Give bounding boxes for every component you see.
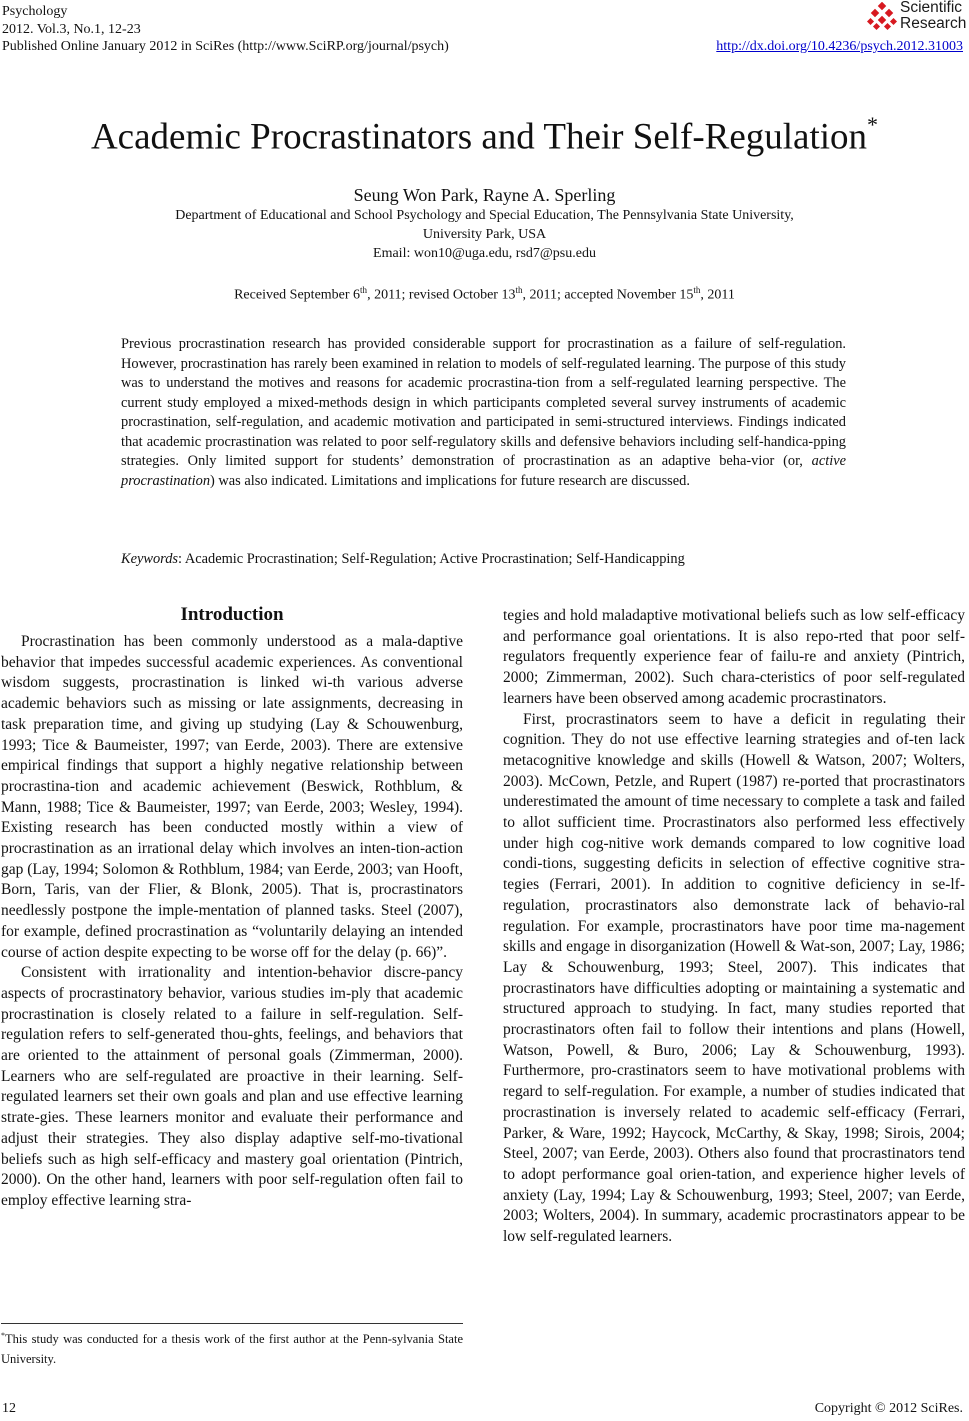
authors: Seung Won Park, Rayne A. Sperling: [353, 185, 616, 205]
doi-link[interactable]: http://dx.doi.org/10.4236/psych.2012.31003: [716, 39, 963, 54]
submission-dates: Received September 6th, 2011; revised October 13th, 2011; accepted November 15th, 2011: [234, 285, 735, 303]
abstract: Previous procrastination research has provided considerable support for procrastination as a failure of self-regulation. However, procrastination has rarely been examined in relation to models of self-regulated learning. The purpose of this study was to understand the motives and reasons for academic procrastina-tion from a self-regulated learning perspective. The current study employed a mixed-methods design in which participants completed several survey instruments of academic procrastination, self-regulation, and academic motivation and participated in semi-structured interviews. Findings indicated that academic procrastination was related to poor self-regulatory skills and defensive behaviors including self-handica-pping strategies. Only limited support for students’ demonstration of procrastination as an adaptive beha-vior (or, active procrastination) was also indicated. Limitations and implications for future research are discussed.: [121, 336, 846, 489]
affiliation: Department of Educational and School Psychology and Special Education, The Pennsylvania State University, University Park, USA Email: won10@uga.edu, rsd7@psu.edu: [110, 206, 859, 263]
article-title: Academic Procrastinators and Their Self-Regulation*: [90, 112, 879, 158]
author-email: Email: won10@uga.edu, rsd7@psu.edu: [373, 246, 596, 261]
publication-info: Published Online January 2012 in SciRes (http://www.SciRP.org/journal/psych): [2, 39, 449, 54]
left-column: [1, 603, 463, 1212]
section-heading-introduction: Introduction: [180, 604, 284, 625]
footnote: *This study was conducted for a thesis work of the first author at the Penn-sylvania State University.: [1, 1331, 463, 1367]
keywords: Keywords: Academic Procrastination; Self-Regulation; Active Procrastination; Self-Handicapping: [121, 551, 685, 567]
title-footnote-mark[interactable]: *: [867, 112, 879, 137]
right-column: [503, 606, 965, 1248]
copyright: Copyright © 2012 SciRes.: [814, 1401, 963, 1416]
page-number: 12: [2, 1401, 16, 1416]
paragraph: Procrastination has been commonly understood as a mala-daptive behavior that impedes successful academic experiences. As conventional wisdom suggests, procrastination is linked wi-th various adverse academic behaviors such as missing or late assignments, decreasing in task preparation time, and giving up studying (Lay & Schouwenburg, 1993; Tice & Baumeister, 1997; van Eerde, 2003). There are extensive empirical findings that support a highly negative relationship between procrastina-tion and academic achievement (Beswick, Rothblum, & Mann, 1988; Tice & Baumeister, 1997; van Eerde, 2003; Wesley, 1994). Existing research has been conducted mostly within a view of procrastination as an irrational delay which involves an inten-tion-action gap (Lay, 1994; Solomon & Rothblum, 1984; van Eerde, 2003; van Hooft, Born, Taris, van der Flier, & Blonk, 2005). That is, procrastinators needlessly postpone the imple-mentation of planned tasks. Steel (2007), for example, defined procrastination as “voluntarily delaying an intended course of action despite expecting to be worse off for the delay (p. 66)”.: [1, 633, 463, 961]
journal-volume: 2012. Vol.3, No.1, 12-23: [2, 21, 141, 37]
paragraph: tegies and hold maladaptive motivational beliefs such as low self-efficacy and performance goal orientations. It is also repo-rted that poor self-regulators frequently experience fear of failu-re and anxiety (Pintrich, 2000; Zimmerman, 2002). Such chara-cteristics of poor self-regulated learners have been observed among academic procrastinators.: [503, 607, 965, 707]
paragraph: First, procrastinators seem to have a deficit in regulating their cognition. They do not use effective learning strategies and of-ten lack metacognitive knowledge and skills (Howell & Watson, 2007; Wolters, 2003). McCown, Petzle, and Rupert (1987) re-ported that procrastinators underestimated the amount of time necessary to complete a task and failed to allot sufficient time. Procrastinators also performed less effectively under high cog-nitive work demands compared to low cognitive load condi-tions, suggesting deficits in selection of effective cognitive stra-tegies (Ferrari, 2001). In addition to cognitive deficiency in se-lf-regulation, procrastinators also demonstrate lack of behavio-ral regulation. For example, procrastinators have poor time ma-nagement skills and engage in disorganization (Howell & Wat-son, 2007; Lay, 1986; Lay & Schouwenburg, 1993; Steel, 2007). This indicates that procrastinators have difficulties adopting or maintaining a systematic and structured approach to studying. In fact, many studies reported that procrastinators often fail to follow their intentions and plans (Howell, Watson, Powell, & Buro, 2006; Lay & Schouwenburg, 1993). Furthermore, pro-crastinators seem to have motivational problems with regard to self-regulation. For example, a number of studies indicated that procrastination is inversely related to academic self-efficacy (Ferrari, Parker, & Ware, 1992; Haycock, McCarthy, & Skay, 1998; Sirois, 2004; Steel, 2007; van Eerde, 2003). Others also found that procrastinators tend to adopt performance goal orien-tation, and experience higher levels of anxiety (Lay, 1994; Lay & Schouwenburg, 1993; Steel, 2007; van Eerde, 2003; Wolters, 2004). In summary, academic procrastinators appear to be low self-regulated learners.: [503, 710, 965, 1246]
logo-text: Scientific Research: [900, 0, 967, 32]
journal-header: [2, 3, 449, 56]
scientific-research-logo: [867, 0, 965, 36]
footnote-rule: [1, 1323, 463, 1324]
paragraph: Consistent with irrationality and intention-behavior discre-pancy aspects of procrastinatory behavior, various studies im-ply that academic procrastination is closely related to a failure in self-regulation. Self-regulation refers to self-generated thou-ghts, feelings, and behaviors that are oriented to the attainment of personal goals (Zimmerman, 2000). Learners who are self-regulated are proactive in their learning. Self-regulated learners set their own goals and plan and use effective learning strate-gies. These learners monitor and evaluate their performance and adjust their strategies. They also display adaptive self-mo-tivational beliefs such as high self-efficacy and mastery goal orientation (Pintrich, 2000). On the other hand, learners with poor self-regulation often fail to employ effective learning stra-: [1, 964, 463, 1209]
keywords-label: Keywords: [121, 551, 179, 567]
logo-icon: [867, 2, 897, 32]
journal-name: Psychology: [2, 4, 68, 19]
